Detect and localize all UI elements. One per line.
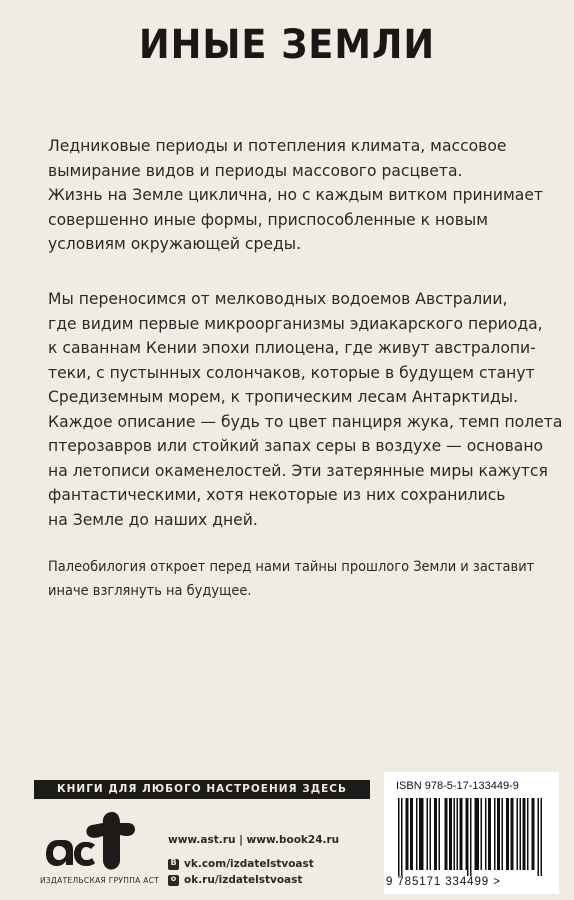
- text-line: иначе взглянуть на будущее.: [48, 583, 252, 599]
- description-paragraph-1: [48, 134, 548, 257]
- barcode-bar: [461, 798, 463, 870]
- barcode-bar: [512, 798, 514, 870]
- barcode-bar: [502, 798, 504, 870]
- barcode-bar: [475, 798, 477, 870]
- ok-icon: о: [168, 875, 179, 886]
- barcode-bar: [481, 798, 483, 870]
- barcode-bar: [511, 798, 513, 870]
- barcode-bar: [454, 798, 456, 870]
- text-line: к саваннам Кении эпохи плиоцена, где живут австралопи-: [48, 339, 536, 357]
- barcode-digits: 9 785171 334499 >: [386, 876, 501, 888]
- barcode-bar: [451, 798, 453, 870]
- text-line: где видим первые микроорганизмы эдиакарского периода,: [48, 314, 543, 333]
- text-line: вымирание видов и периоды массового расцвета.: [48, 161, 463, 180]
- barcode-bar: [439, 798, 441, 870]
- barcode-bar: [406, 798, 408, 870]
- barcode-bar: [422, 798, 424, 870]
- vk-link-text: vk.com/izdatelstvoast: [184, 858, 314, 870]
- barcode-bar: [532, 798, 534, 870]
- ok-link-text: ok.ru/izdatelstvoast: [184, 874, 303, 886]
- barcode-bar: [506, 798, 508, 870]
- barcode-bar: [436, 798, 438, 870]
- barcode-bar: [416, 798, 418, 870]
- text-line: Жизнь на Земле циклична, но с каждым витком принимает: [48, 186, 543, 204]
- barcode-bar: [508, 798, 510, 870]
- barcode-bar: [410, 798, 412, 870]
- barcode-bar: [494, 798, 496, 870]
- text-line: Каждое описание — будь то цвет панциря жука, темп полета: [48, 412, 563, 431]
- barcode-bar: [485, 798, 487, 870]
- publisher-logo: [40, 808, 160, 898]
- barcode-bar: [412, 798, 414, 870]
- publisher-name: ИЗДАТЕЛЬСКАЯ ГРУППА АСТ: [40, 876, 160, 885]
- barcode-bar: [541, 798, 543, 876]
- barcode-bar: [466, 798, 468, 870]
- barcode-bar: [449, 798, 451, 870]
- website-links[interactable]: www.ast.ru | www.book24.ru: [168, 834, 340, 846]
- barcode-bar: [517, 798, 519, 870]
- description-paragraph-2: [48, 287, 563, 532]
- barcode-bar: [401, 798, 403, 876]
- book-title: ИНЫЕ ЗЕМЛИ: [138, 22, 436, 68]
- barcode-bar: [427, 798, 429, 870]
- barcode-bar: [527, 798, 529, 870]
- text-line: на Земле до наших дней.: [48, 510, 258, 529]
- text-line: Средиземным морем, к тропическим лесам Антарктиды.: [48, 388, 519, 406]
- barcode-bar: [421, 798, 423, 870]
- barcode-bar: [476, 798, 478, 870]
- barcode-bar: [398, 798, 400, 876]
- barcode-bar: [478, 798, 480, 870]
- barcode-bar: [490, 798, 492, 870]
- barcode-bar: [533, 798, 535, 870]
- vk-link[interactable]: [168, 858, 314, 870]
- isbn-number: ISBN 978-5-17-133449-9: [396, 780, 519, 792]
- text-line: Ледниковые периоды и потепления климата, массовое: [48, 137, 507, 155]
- barcode-bar: [446, 798, 448, 870]
- barcode-bar: [430, 798, 432, 870]
- ast-logo-icon: [40, 808, 150, 876]
- barcode-bar: [499, 798, 501, 870]
- barcode-bar: [467, 798, 469, 876]
- vk-icon: В: [168, 859, 179, 870]
- barcode-bar: [419, 798, 421, 870]
- barcode-bar: [488, 798, 490, 870]
- barcode-bar: [460, 798, 462, 870]
- slogan-bar: КНИГИ ДЛЯ ЛЮБОГО НАСТРОЕНИЯ ЗДЕСЬ: [34, 780, 370, 799]
- barcode-bar: [445, 798, 447, 870]
- barcode-bar: [538, 798, 540, 876]
- text-line: теки, с пустынных солончаков, которые в будущем станут: [48, 363, 535, 382]
- text-line: птерозавров или стойкий запах серы в воздухе — основано: [48, 437, 544, 455]
- text-line: Палеобилогия откроет перед нами тайны прошлого Земли и заставит: [48, 559, 535, 575]
- barcode-bar: [457, 798, 459, 870]
- barcode-bar: [523, 798, 525, 870]
- text-line: на летописи окаменелостей. Эти затерянные миры кажутся: [48, 461, 548, 480]
- barcode-bar: [434, 798, 436, 870]
- text-line: Мы переносимся от мелководных водоемов Австралии,: [48, 290, 508, 308]
- barcode-bar: [407, 798, 409, 870]
- barcode-bar: [520, 798, 522, 870]
- text-line: совершенно иные формы, приспособленные к новым: [48, 210, 488, 229]
- barcode-bar: [497, 798, 499, 870]
- barcode-bar: [470, 798, 472, 876]
- ok-link[interactable]: [168, 874, 302, 886]
- text-line: фантастическими, хотя некоторые из них сохранились: [48, 486, 506, 504]
- text-line: условиям окружающей среды.: [48, 235, 302, 253]
- closing-note: [48, 555, 535, 603]
- barcode-bar: [524, 798, 526, 870]
